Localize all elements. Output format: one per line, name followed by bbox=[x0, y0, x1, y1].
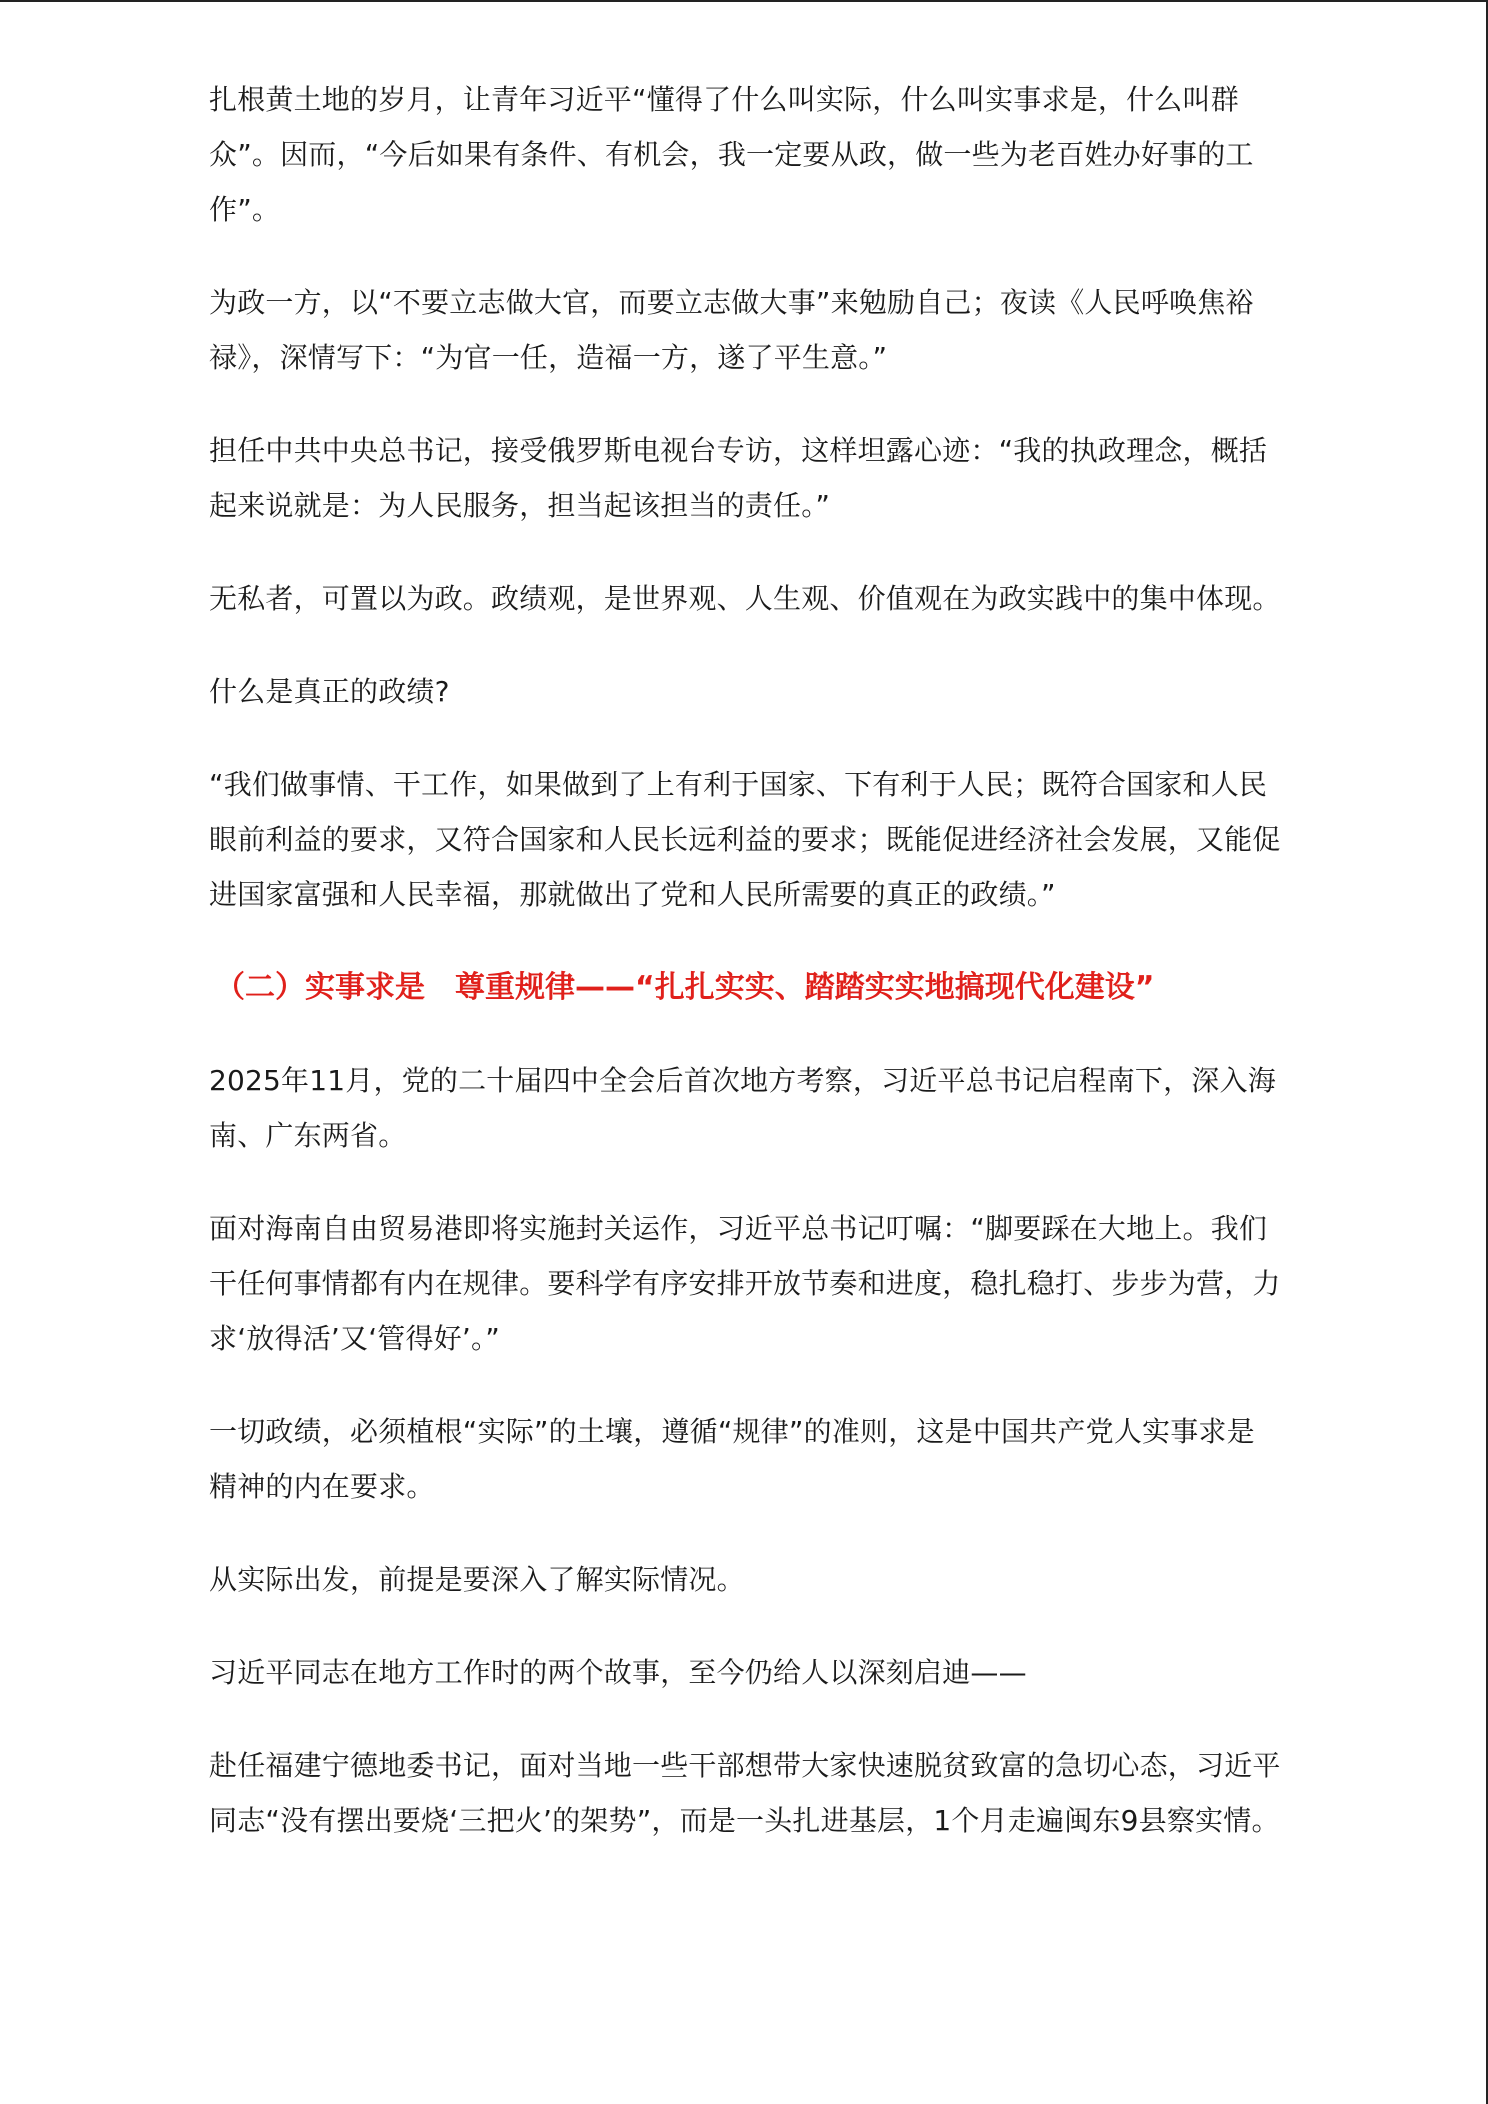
paragraph-10: 从实际出发，前提是要深入了解实际情况。 bbox=[209, 1563, 745, 1596]
paragraph-1: 扎根黄土地的岁月，让青年习近平“懂得了什么叫实际，什么叫实事求是，什么叫群众”。因而，“今后如果有条件、有机会，我一定要从政，做一些为老百姓办好事的工作”。 bbox=[209, 83, 1254, 226]
section-heading: （二）实事求是 尊重规律——“扎扎实实、踏踏实实地搞现代化建设” bbox=[215, 970, 1155, 1005]
article-body bbox=[209, 72, 1283, 1886]
paragraph-4: 无私者，可置以为政。政绩观，是世界观、人生观、价值观在为政实践中的集中体现。 bbox=[209, 582, 1281, 615]
paragraph-7: 2025年11月，党的二十届四中全会后首次地方考察，习近平总书记启程南下，深入海南、广东两省。 bbox=[209, 1064, 1276, 1152]
paragraph-5: 什么是真正的政绩? bbox=[209, 675, 450, 708]
top-border-line bbox=[0, 0, 1488, 2]
paragraph-11: 习近平同志在地方工作时的两个故事，至今仍给人以深刻启迪—— bbox=[209, 1656, 1027, 1689]
paragraph-12: 赴任福建宁德地委书记，面对当地一些干部想带大家快速脱贫致富的急切心态，习近平同志“没有摆出要烧‘三把火’的架势”，而是一头扎进基层，1个月走遍闽东9县察实情。 bbox=[209, 1749, 1281, 1837]
paragraph-8: 面对海南自由贸易港即将实施封关运作，习近平总书记叮嘱：“脚要踩在大地上。我们干任何事情都有内在规律。要科学有序安排开放节奏和进度，稳扎稳打、步步为营，力求‘放得活’又‘管得好’。” bbox=[209, 1212, 1281, 1355]
paragraph-3: 担任中共中央总书记，接受俄罗斯电视台专访，这样坦露心迹：“我的执政理念，概括起来说就是：为人民服务，担当起该担当的责任。” bbox=[209, 434, 1268, 522]
paragraph-9: 一切政绩，必须植根“实际”的土壤，遵循“规律”的准则，这是中国共产党人实事求是精神的内在要求。 bbox=[209, 1415, 1255, 1503]
paragraph-2: 为政一方，以“不要立志做大官，而要立志做大事”来勉励自己；夜读《人民呼唤焦裕禄》，深情写下：“为官一任，造福一方，遂了平生意。” bbox=[209, 286, 1254, 374]
paragraph-6: “我们做事情、干工作，如果做到了上有利于国家、下有利于人民；既符合国家和人民眼前利益的要求，又符合国家和人民长远利益的要求；既能促进经济社会发展，又能促进国家富强和人民幸福，那就做出了党和人民所需要的真正的政绩。” bbox=[209, 768, 1281, 911]
